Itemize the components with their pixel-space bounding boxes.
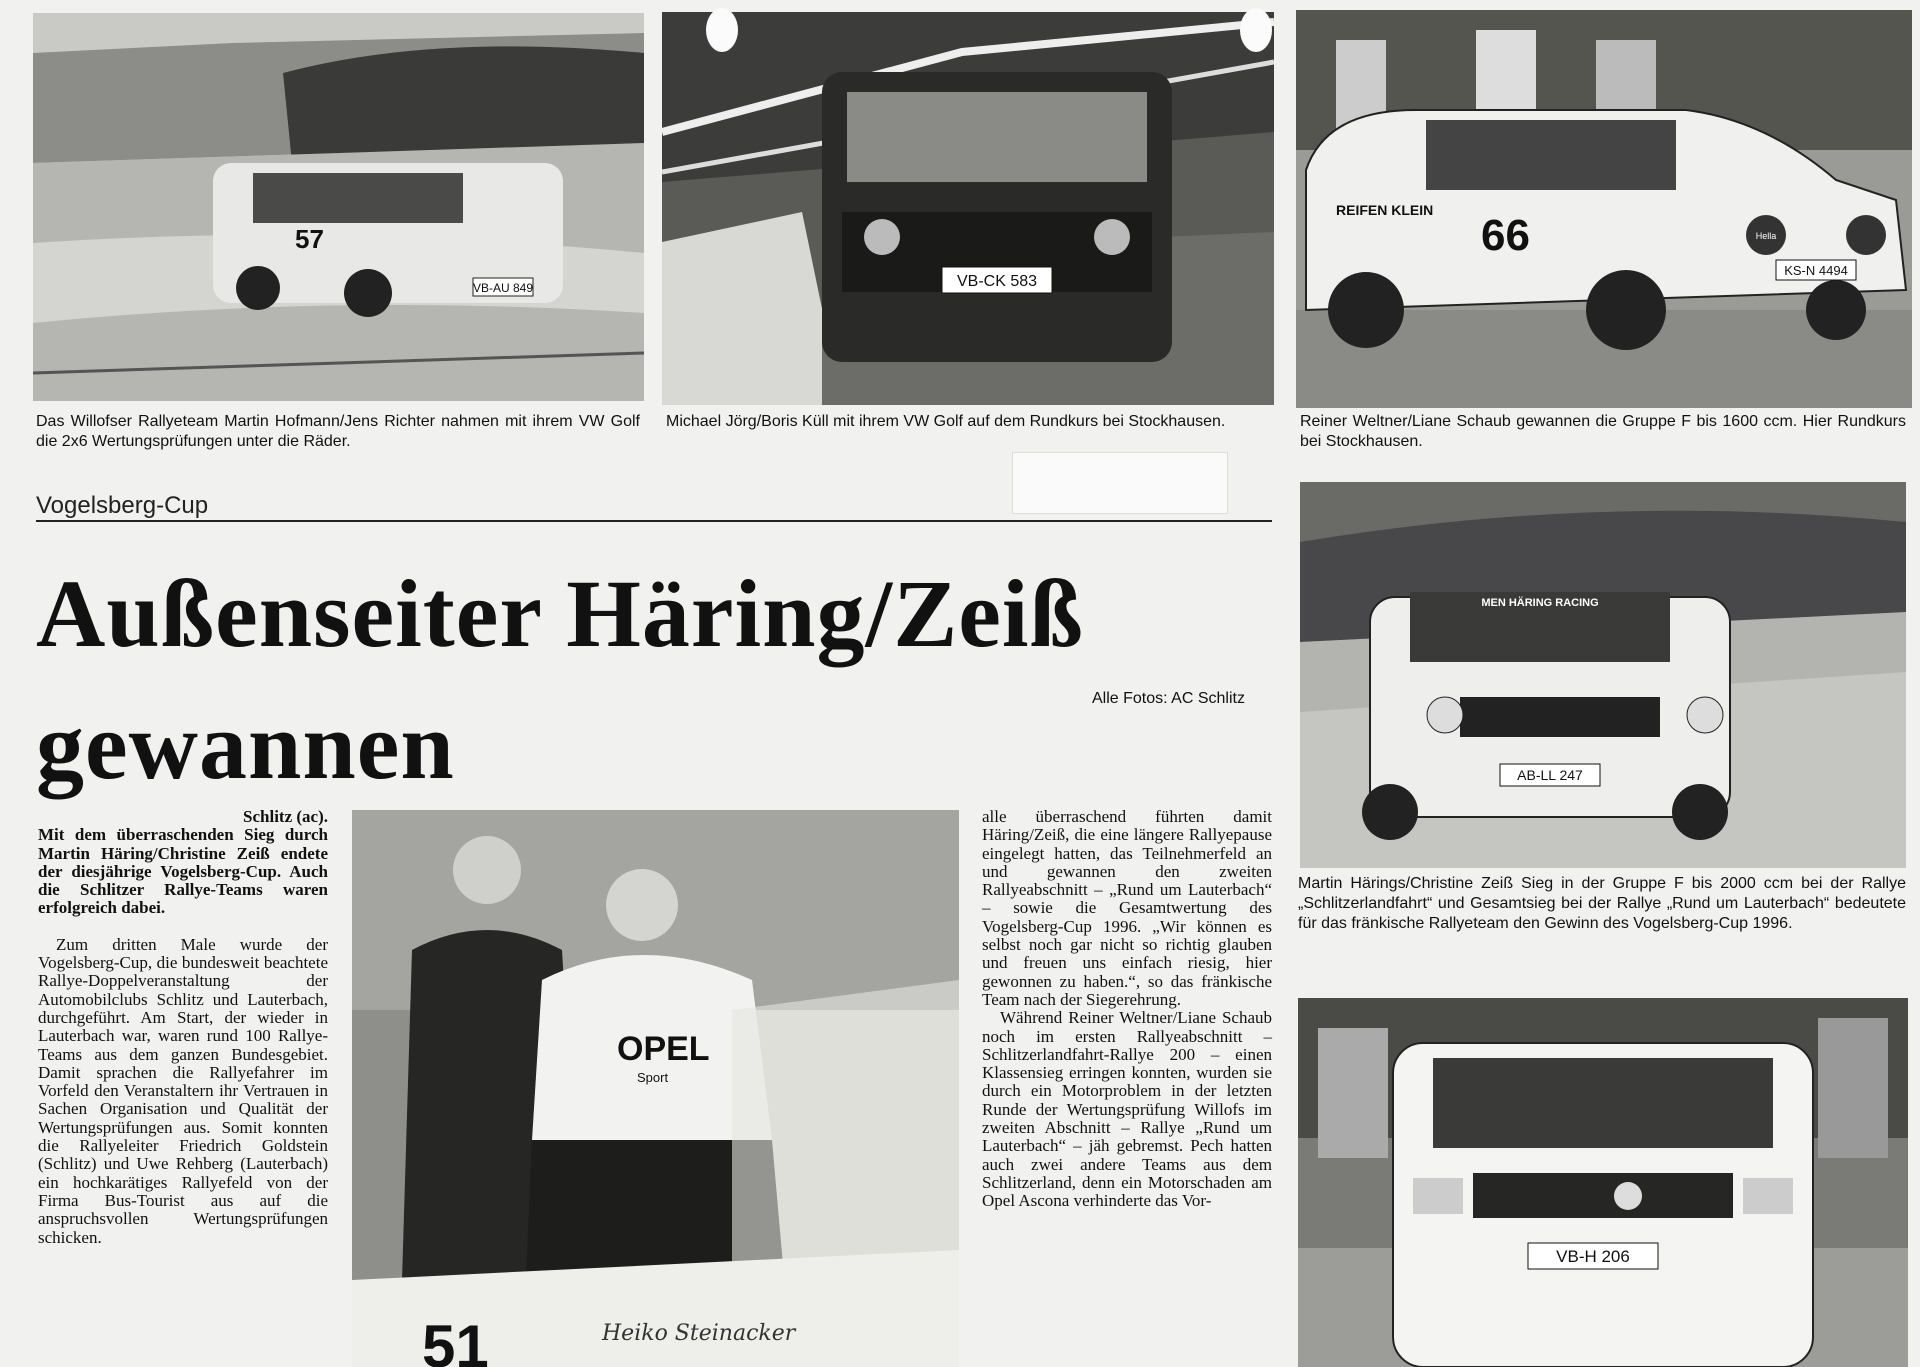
race-number: 66 [1481, 211, 1530, 260]
hella-lamp-label: Hella [1755, 231, 1777, 241]
photo-ford-escort-haering [1300, 482, 1906, 868]
rubric: Vogelsberg-Cup [36, 492, 209, 519]
article-body-col1: Zum dritten Male wurde der Vogelsberg-Cup, die bundesweit beachtete Rallye-Doppelveranstaltung der Automobilclubs Schlitz und Lauterbach, durchgeführt. Am Start, der wieder in Lauterbach war, waren rund 100 Rallye-Teams aus dem ganzen Bundesgebiet. Damit sprachen die Rallyefahrer im Vorfeld den Veranstaltern ihr Vertrauen in Sachen Organisation und Qualität der Wertungsprüfungen aus. Somit konnten die Rallyeleiter Friedrich Goldstein (Schlitz) und Uwe Rehberg (Lauterbach) ein hochkarätiges Rallyefeld von der Firma Bus-Tourist aus auf die anspruchsvollen Wertungsprüfungen schicken. [38, 934, 328, 1247]
headline: Außenseiter Häring/Zeiß gewannen [36, 560, 1084, 799]
article-column-2 [982, 808, 1272, 1211]
caption-top-middle: Michael Jörg/Boris Küll mit ihrem VW Golf auf dem Rundkurs bei Stockhausen. [666, 413, 1226, 430]
article-column-1 [38, 808, 328, 1247]
caption-top-right: Reiner Weltner/Liane Schaub gewannen die Gruppe F bis 1600 ccm. Hier Rundkurs bei Stockhausen. [1300, 413, 1906, 450]
blank-label [1012, 452, 1228, 514]
caption-right-middle: Martin Härings/Christine Zeiß Sieg in der Gruppe F bis 2000 ccm bei der Rallye „Schlitzerlandfahrt“ und Gesamtsieg bei der Rallye „Rund um Lauterbach“ bedeutete für das fränkische Rallyeteam den Gewinn des Vogelsberg-Cup 1996. [1298, 875, 1906, 932]
photo-team-portrait [352, 810, 959, 1367]
shirt-logo: OPEL [617, 1030, 710, 1068]
race-number: 51 [422, 1313, 489, 1367]
shirt-logo-sub: Sport [637, 1070, 669, 1085]
dateline: Schlitz (ac). [243, 807, 328, 826]
sponsor-text: REIFEN KLEIN [1336, 202, 1434, 218]
race-number: 57 [295, 224, 324, 254]
article-body-col2-p2: Während Reiner Weltner/Liane Schaub noch im ersten Rallyeabschnitt – Schlitzerlandfahrt-Rallye 200 – einen Klassensieg erringen konnten, wurden sie durch ein Motorproblem in der letzten Runde der Wertungsprüfung Willofs im zweiten Abschnitt – Rallye „Rund um Lauterbach“ – jäh gebremst. Pech hatten auch zwei andere Teams aus dem Schlitzerland, denn ein Motorschaden am Opel Ascona verhinderte das Vor- [982, 1008, 1272, 1211]
photo-vw-golf-weltner [1296, 10, 1912, 408]
plate-text: VB-CK 583 [956, 273, 1038, 290]
photo-credit: Alle Fotos: AC Schlitz [1092, 690, 1245, 707]
caption-top-left: Das Willofser Rallyeteam Martin Hofmann/Jens Richter nahmen mit ihrem VW Golf die 2x6 Wertungsprüfungen unter die Räder. [36, 413, 640, 450]
plate-text: VB-AU 849 [472, 281, 534, 295]
plate-text: VB-H 206 [1556, 1247, 1630, 1266]
article-lead: Mit dem überraschenden Sieg durch Martin Häring/Christine Zeiß endete der diesjährige Vogelsberg-Cup. Auch die Schlitzer Rallye-Teams waren erfolgreich dabei. [38, 825, 328, 918]
photo-vw-golf-willofs [33, 13, 644, 401]
punch-hole [1240, 8, 1272, 52]
windscreen-banner: MEN HÄRING RACING [1481, 597, 1599, 609]
divider-rule [36, 520, 1272, 522]
handwritten-signature: Heiko Steinacker [602, 1321, 796, 1346]
article-body-col2-p1: alle überraschend führten damit Häring/Zeiß, die eine längere Rallyepause eingelegt hatten, das Teilnehmerfeld an und gewannen den zweiten Rallyeabschnitt – „Rund um Lauterbach“ – sowie die Gesamtwertung des Vogelsberg-Cup 1996. „Wir können es selbst noch gar nicht so richtig glauben und freuen uns einfach riesig, hier gewonnen zu haben.“, so das fränkische Team nach der Siegerehrung. [982, 807, 1272, 1009]
plate-text: KS-N 4494 [1784, 263, 1848, 278]
plate-text: AB-LL 247 [1517, 767, 1583, 783]
photo-opel-ascona [1298, 998, 1908, 1367]
punch-hole [706, 8, 738, 52]
photo-vw-golf-stockhausen [662, 12, 1274, 405]
